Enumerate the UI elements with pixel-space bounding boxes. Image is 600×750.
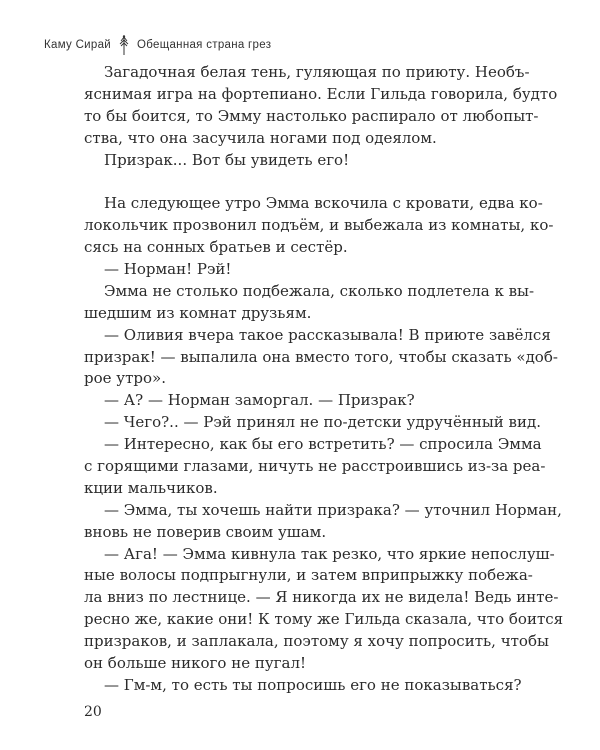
paragraph	[84, 500, 562, 544]
section-break	[84, 171, 524, 193]
text-line: яснимая игра на фортепиано. Если Гильда говорила, будто	[84, 84, 558, 103]
text-line: с горящими глазами, ничуть не расстроившись из-за реа-	[84, 457, 546, 476]
text-line: — Эмма, ты хочешь найти призрака? — уточнил Норман,	[104, 500, 562, 519]
text-line: — Гм-м, то есть ты попросишь его не показываться?	[104, 675, 522, 694]
text-line: сясь на сонных братьев и сестёр.	[84, 238, 348, 257]
tree-ornament-icon	[117, 34, 131, 56]
text-line: кции мальчиков.	[84, 478, 218, 497]
text-line: призрак! — выпалила она вместо того, чтобы сказать «доб-	[84, 347, 558, 366]
paragraph	[84, 62, 558, 150]
text-line: На следующее утро Эмма вскочила с кровати, едва ко-	[104, 194, 543, 213]
text-line: — А? — Норман заморгал. — Призрак?	[104, 391, 415, 410]
text-line: вновь не поверив своим ушам.	[84, 522, 327, 541]
text-line: то бы боится, то Эмму настолько распирало от любопыт-	[84, 106, 539, 125]
page-number: 20	[84, 704, 102, 720]
text-line: Эмма не столько подбежала, сколько подлетела к вы-	[104, 281, 535, 300]
text-line: он больше никого не пугал!	[84, 654, 307, 673]
text-line: ресно же, какие они! К тому же Гильда сказала, что боится	[84, 610, 564, 629]
text-line: локольчик прозвонил подъём, и выбежала из комнаты, ко-	[84, 216, 554, 235]
paragraph	[84, 259, 524, 281]
paragraph	[84, 193, 554, 259]
text-line: ные волосы подпрыгнули, и затем вприпрыжку побежа-	[84, 566, 533, 585]
text-line: шедшим из комнат друзьям.	[84, 303, 312, 322]
text-line: ства, что она засучила ногами под одеялом.	[84, 128, 437, 147]
text-line: — Чего?.. — Рэй принял не по-детски удручённый вид.	[104, 413, 541, 432]
text-line: — Интересно, как бы его встретить? — спросила Эмма	[104, 435, 542, 454]
text-line: — Норман! Рэй!	[104, 260, 232, 279]
paragraph	[84, 412, 541, 434]
paragraph	[84, 390, 524, 412]
body-text	[84, 62, 564, 697]
paragraph	[84, 150, 524, 172]
text-line: Призрак... Вот бы увидеть его!	[104, 150, 350, 169]
paragraph	[84, 325, 558, 391]
text-line: ла вниз по лестнице. — Я никогда их не видела! Ведь инте-	[84, 588, 559, 607]
header-author: Каму Сирай	[44, 39, 112, 51]
paragraph	[84, 544, 564, 675]
text-line: Загадочная белая тень, гуляющая по приюту. Необъ-	[104, 63, 530, 81]
text-line: рое утро».	[84, 369, 166, 388]
running-header	[44, 34, 271, 56]
header-book-title: Обещанная страна грез	[137, 39, 272, 51]
paragraph	[84, 434, 546, 500]
paragraph	[84, 675, 524, 697]
text-line: призраков, и заплакала, поэтому я хочу попросить, чтобы	[84, 632, 549, 651]
text-line: — Оливия вчера такое рассказывала! В приюте завёлся	[104, 325, 551, 344]
text-line: — Ага! — Эмма кивнула так резко, что яркие непослуш-	[104, 544, 555, 563]
paragraph	[84, 281, 535, 325]
